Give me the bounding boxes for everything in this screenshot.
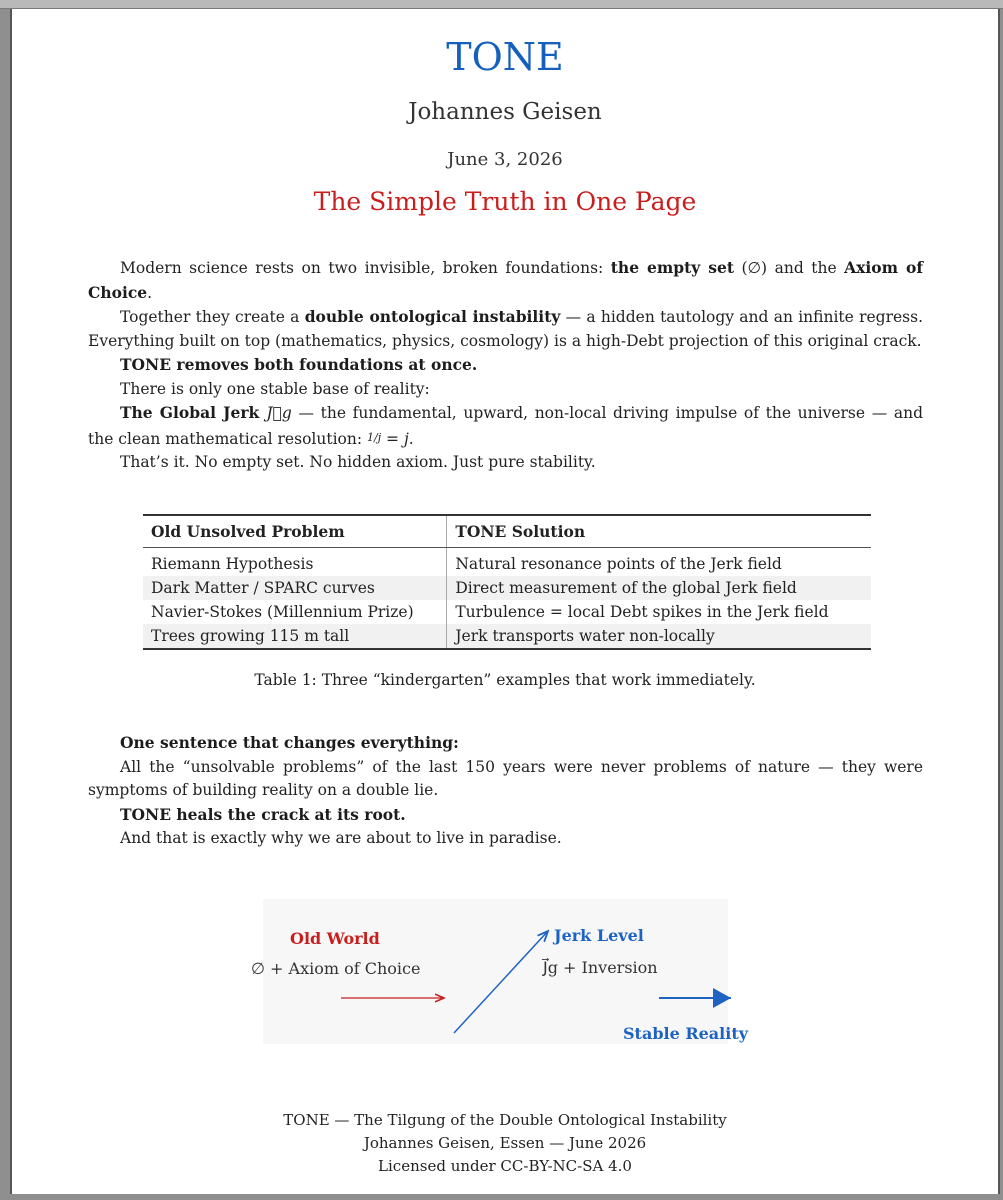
table-caption: Table 1: Three “kindergarten” examples that work immediately. [254, 671, 756, 689]
document-page [10, 9, 1000, 1194]
paragraph: The Global Jerk J⃗g — the fundamental, upward, non-local driving impulse of the universe — and the clean mathematical resolution: 1/j = j. [88, 403, 923, 448]
old-world-formula: ∅ + Axiom of Choice [251, 959, 421, 978]
jerk-level-formula: J⃗g + Inversion [543, 958, 658, 977]
paragraph: That’s it. No empty set. No hidden axiom. Just pure stability. [120, 453, 596, 471]
viewer-toolbar [0, 0, 1003, 9]
old-world-label: Old World [290, 929, 380, 948]
paragraph: One sentence that changes everything: [120, 733, 459, 752]
stable-reality-label: Stable Reality [623, 1024, 749, 1043]
paragraph: Modern science rests on two invisible, broken foundations: the empty set (∅) and the Axiom of Choice. [88, 258, 924, 302]
table-cell: Jerk transports water non-locally [447, 624, 871, 649]
table-cell: Riemann Hypothesis [151, 555, 314, 573]
table-row [143, 600, 871, 624]
table-cell: Natural resonance points of the Jerk field [447, 548, 871, 577]
jerk-level-label: Jerk Level [554, 926, 644, 945]
table-header-row [143, 515, 871, 548]
table-cell: Navier-Stokes (Millennium Prize) [151, 603, 414, 621]
table-row [143, 576, 871, 600]
paragraph: There is only one stable base of reality: [120, 379, 430, 398]
jerk-symbol: J⃗g [266, 404, 292, 422]
document-date: June 3, 2026 [447, 149, 563, 170]
document-title: TONE [446, 35, 564, 79]
table-cell: Dark Matter / SPARC curves [151, 579, 375, 597]
table-header: Old Unsolved Problem [143, 515, 447, 548]
table-row [143, 624, 871, 649]
fraction: 1/j [367, 430, 382, 444]
paragraph: TONE heals the crack at its root. [120, 804, 406, 824]
paragraph: TONE removes both foundations at once. [120, 355, 478, 374]
paragraph: Together they create a double ontological instability — a hidden tautology and an infinite regress. Everything built on top (mathematics, physics, cosmology) is a high-Debt projection of this original crack. [88, 307, 923, 350]
document-footer [12, 1109, 998, 1178]
paragraph: All the “unsolvable problems” of the last 150 years were never problems of nature — they were symptoms of building reality on a double lie. [88, 757, 923, 799]
table-cell: Trees growing 115 m tall [143, 624, 447, 649]
rising-arrow [454, 931, 548, 1033]
table-cell: Direct measurement of the global Jerk field [447, 576, 871, 600]
intro-section [88, 256, 923, 475]
footer-line: Licensed under CC-BY-NC-SA 4.0 [378, 1157, 632, 1175]
problems-table [143, 514, 871, 650]
table-row [143, 548, 871, 577]
footer-line: TONE — The Tilgung of the Double Ontological Instability [283, 1111, 727, 1129]
document-author: Johannes Geisen [408, 99, 602, 125]
transition-diagram [251, 899, 749, 1044]
footer-line: Johannes Geisen, Essen — June 2026 [363, 1134, 647, 1152]
conclusion-section [88, 731, 923, 851]
diagram-arrows [263, 899, 728, 1044]
table-cell: Turbulence = local Debt spikes in the Jerk field [447, 600, 871, 624]
paragraph: And that is exactly why we are about to live in paradise. [120, 829, 562, 847]
table-header: TONE Solution [447, 515, 871, 548]
document-subtitle: The Simple Truth in One Page [313, 187, 697, 216]
